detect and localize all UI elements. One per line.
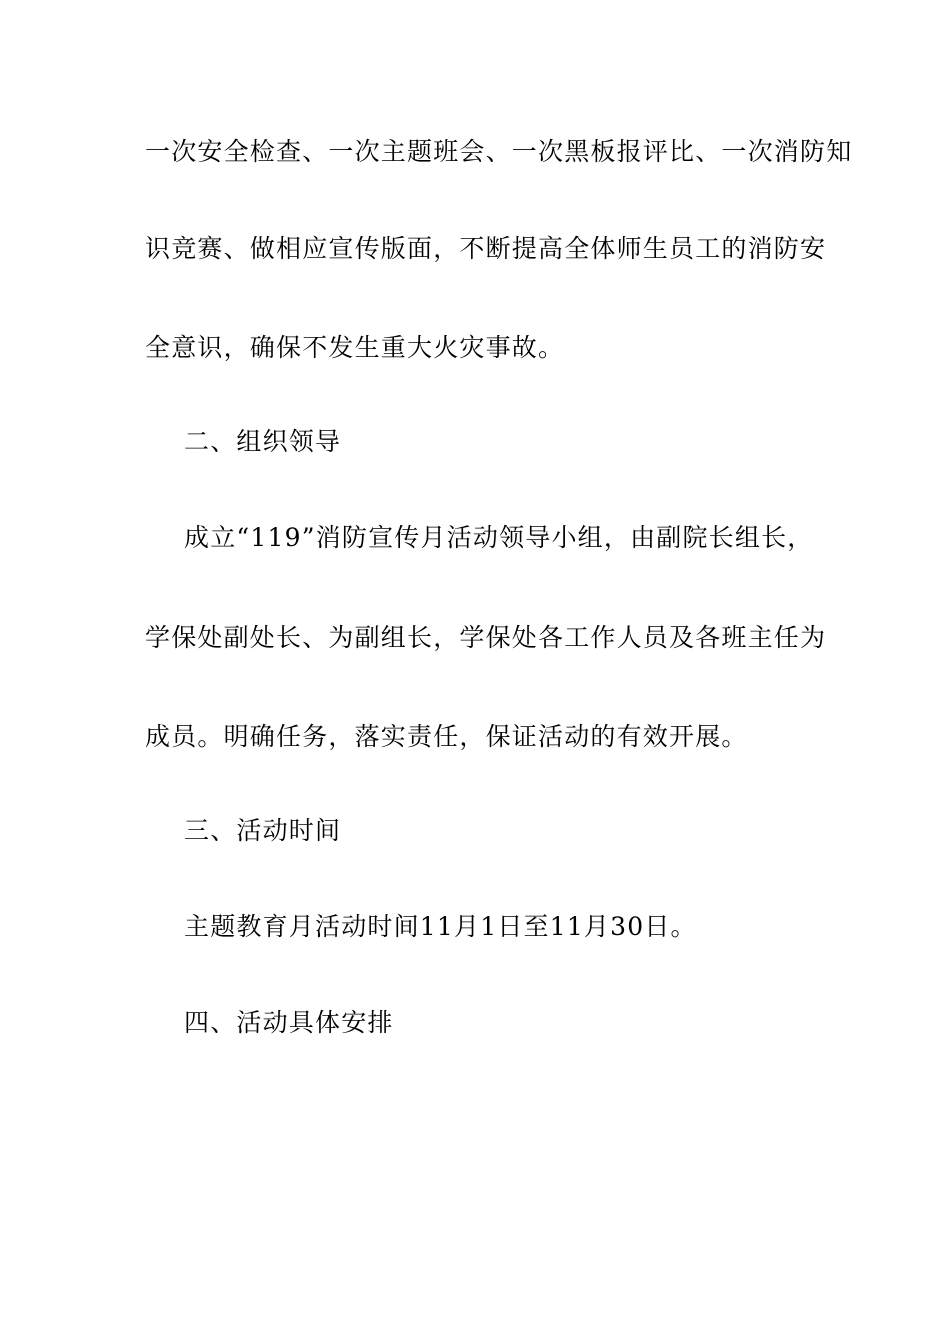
section-heading: 二、组织领导: [184, 427, 342, 456]
paragraph-line: 主题教育月活动时间11月1日至11月30日。: [184, 912, 697, 941]
paragraph-line: 一次安全检查、一次主题班会、一次黑板报评比、一次消防知: [145, 137, 853, 166]
paragraph-line: 成员。明确任务，落实责任，保证活动的有效开展。: [145, 722, 748, 751]
section-heading: 四、活动具体安排: [184, 1008, 394, 1037]
paragraph-line: 识竞赛、做相应宣传版面，不断提高全体师生员工的消防安: [145, 234, 827, 263]
section-heading: 三、活动时间: [184, 816, 342, 845]
paragraph-line: 全意识，确保不发生重大火灾事故。: [145, 333, 565, 362]
paragraph-line: 成立“119”消防宣传月活动领导小组，由副院长组长，: [184, 523, 814, 552]
paragraph-line: 学保处副处长、为副组长，学保处各工作人员及各班主任为: [145, 623, 827, 652]
